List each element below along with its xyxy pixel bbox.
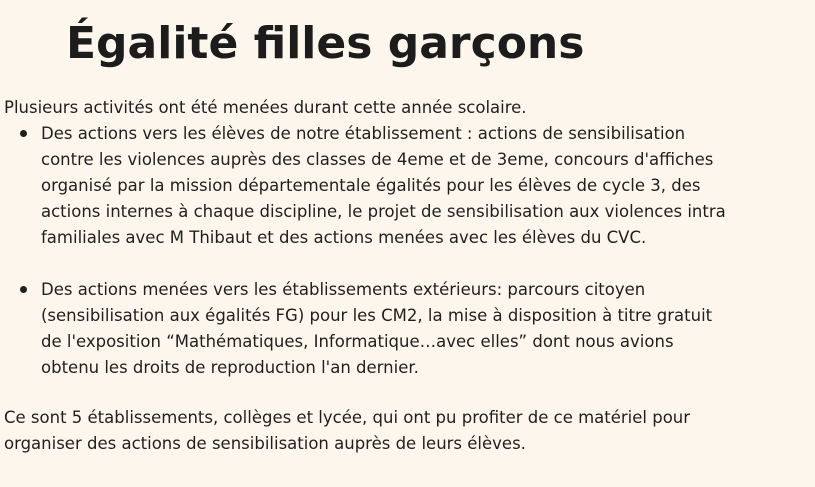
intro-paragraph: Plusieurs activités ont été menées durant cette année scolaire. xyxy=(4,98,527,117)
list-item-line: Des actions vers les élèves de notre établissement : actions de sensibilisation xyxy=(41,124,686,143)
list-item-line: organisé par la mission départementale égalités pour les élèves de cycle 3, des xyxy=(41,176,701,195)
closing-paragraph xyxy=(4,405,690,457)
activities-list xyxy=(0,121,815,381)
list-item-external-actions xyxy=(0,277,801,381)
bullet-dot-icon xyxy=(20,130,27,137)
list-item-line: actions internes à chaque discipline, le projet de sensibilisation aux violences intra xyxy=(41,202,726,221)
list-item-line: de l'exposition “Mathématiques, Informatique…avec elles” dont nous avions xyxy=(41,332,674,351)
list-item-line: contre les violences auprès des classes de 4eme et de 3eme, concours d'affiches xyxy=(41,150,714,169)
page-title: Égalité filles garçons xyxy=(66,18,585,69)
list-item-line: (sensibilisation aux égalités FG) pour les CM2, la mise à disposition à titre gratuit xyxy=(41,306,713,325)
closing-line: organiser des actions de sensibilisation auprès de leurs élèves. xyxy=(4,434,526,453)
list-item-line: familiales avec M Thibaut et des actions menées avec les élèves du CVC. xyxy=(41,228,647,247)
list-item-internal-actions xyxy=(0,121,801,251)
list-item-line: Des actions menées vers les établissements extérieurs: parcours citoyen xyxy=(41,280,646,299)
list-item-line: obtenu les droits de reproduction l'an dernier. xyxy=(41,358,419,377)
bullet-dot-icon xyxy=(20,286,27,293)
closing-line: Ce sont 5 établissements, collèges et lycée, qui ont pu profiter de ce matériel pour xyxy=(4,408,691,427)
